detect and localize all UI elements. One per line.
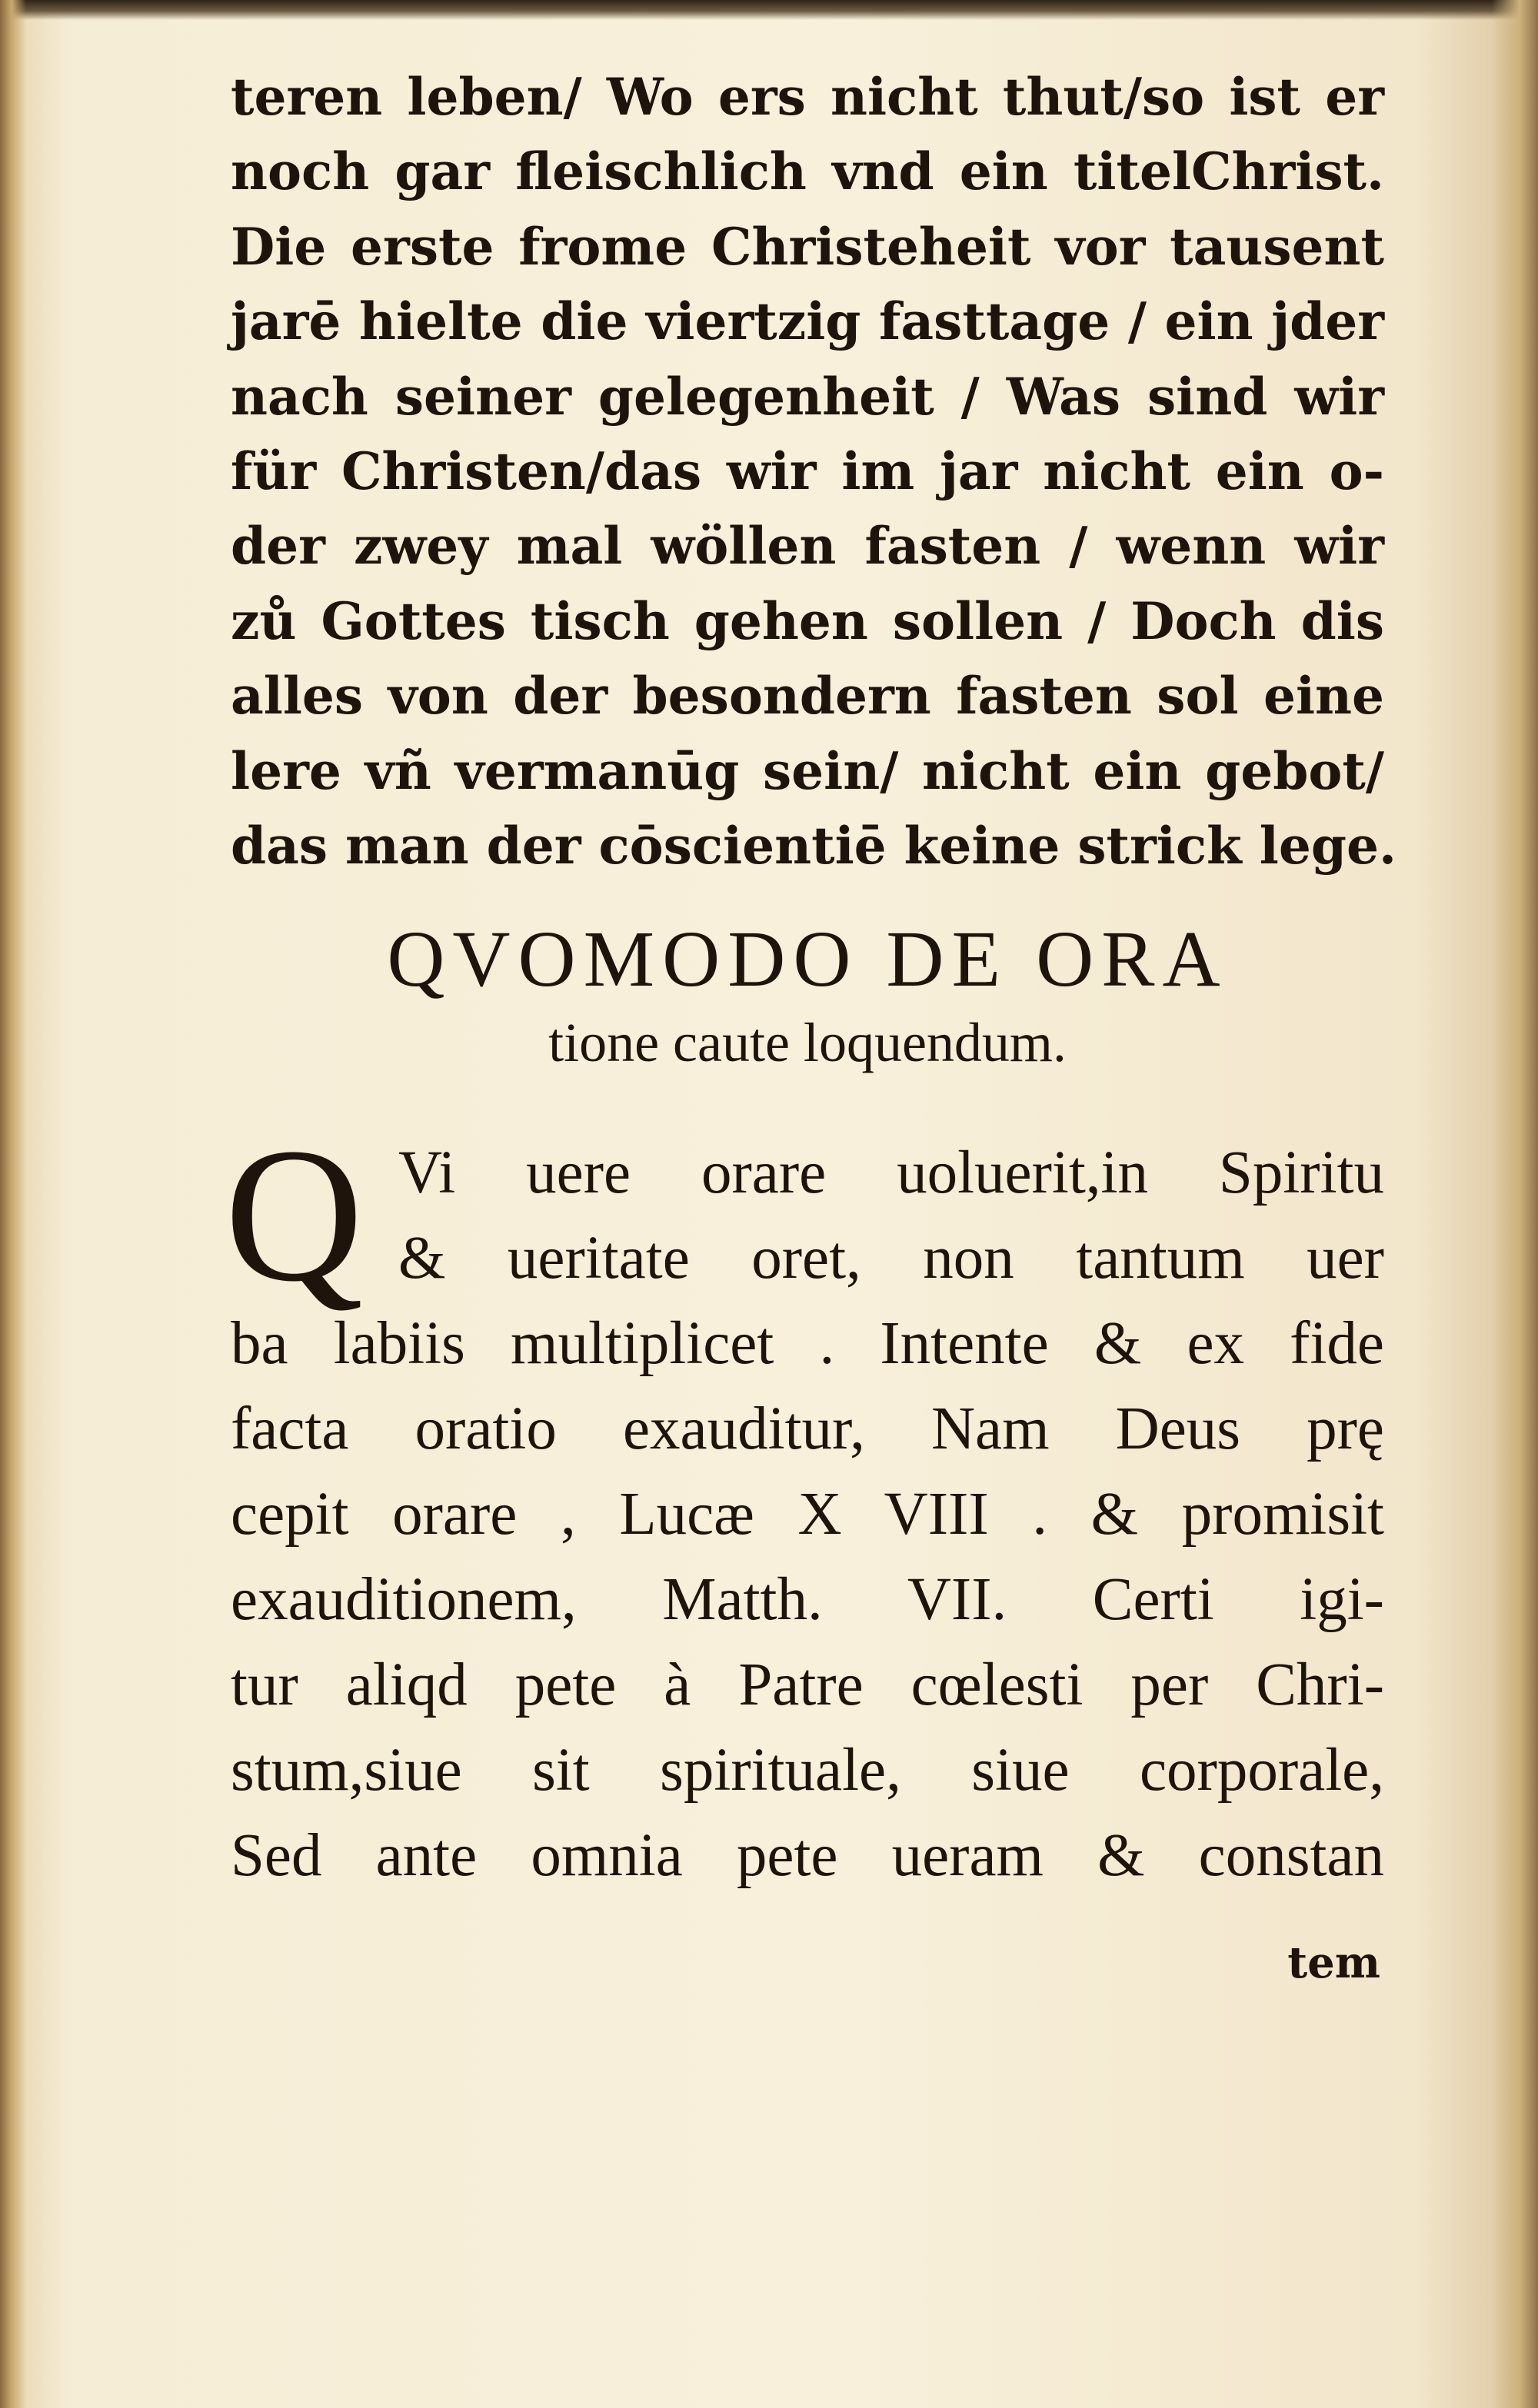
german-line: Die erste frome Christeheit vor tausent	[231, 216, 1384, 277]
latin-line: exauditionem, Matth. VII. Certi igi-	[231, 1566, 1384, 1633]
heading-line-2: tione caute loquendum.	[548, 1012, 1067, 1073]
german-line: teren leben/ Wo ers nicht thut/so ist er	[231, 67, 1384, 127]
german-paragraph	[231, 60, 1397, 883]
catchword: tem	[1287, 1937, 1380, 1988]
latin-paragraph	[231, 1130, 1384, 1898]
heading-line-1: QVOMODO DE ORA	[387, 915, 1228, 1003]
section-heading	[223, 913, 1392, 1079]
latin-line: stum,siue sit spirituale, siue corporale,	[231, 1737, 1384, 1804]
latin-line: Sed ante omnia pete ueram & constan	[231, 1822, 1384, 1889]
german-line: der zwey mal wöllen fasten / wenn wir	[231, 516, 1384, 577]
german-line: das man der cōscientiē keine strick lege.	[231, 816, 1397, 876]
right-page-edge	[1492, 0, 1538, 2408]
left-page-edge	[0, 0, 26, 2408]
german-line: nach seiner gelegenheit / Was sind wir	[231, 366, 1384, 427]
german-line: jarē hielte die viertzig fasttage / ein jder	[231, 291, 1384, 352]
latin-line: & ueritate oret, non tantum uer	[398, 1225, 1384, 1292]
latin-line: facta oratio exauditur, Nam Deus prę	[231, 1395, 1384, 1462]
latin-line: tur aliqd pete à Patre cœlesti per Chri-	[231, 1651, 1384, 1718]
top-binding-shadow	[0, 0, 1538, 20]
drop-cap-letter: Q	[225, 1109, 364, 1322]
german-line: noch gar fleischlich vnd ein titelChrist.	[231, 141, 1384, 202]
german-line: für Christen/das wir im jar nicht ein o-	[231, 441, 1384, 502]
latin-line: Vi uere orare uoluerit,in Spiritu	[398, 1139, 1384, 1206]
german-line: lere vñ vermanūg sein/ nicht ein gebot/	[231, 740, 1384, 801]
german-line: zů Gottes tisch gehen sollen / Doch dis	[231, 590, 1384, 651]
german-line: alles von der besondern fasten sol eine	[231, 666, 1384, 727]
latin-line: cepit orare , Lucæ X VIII . & promisit	[231, 1481, 1384, 1548]
latin-line: ba labiis multiplicet . Intente & ex fide	[231, 1310, 1384, 1377]
